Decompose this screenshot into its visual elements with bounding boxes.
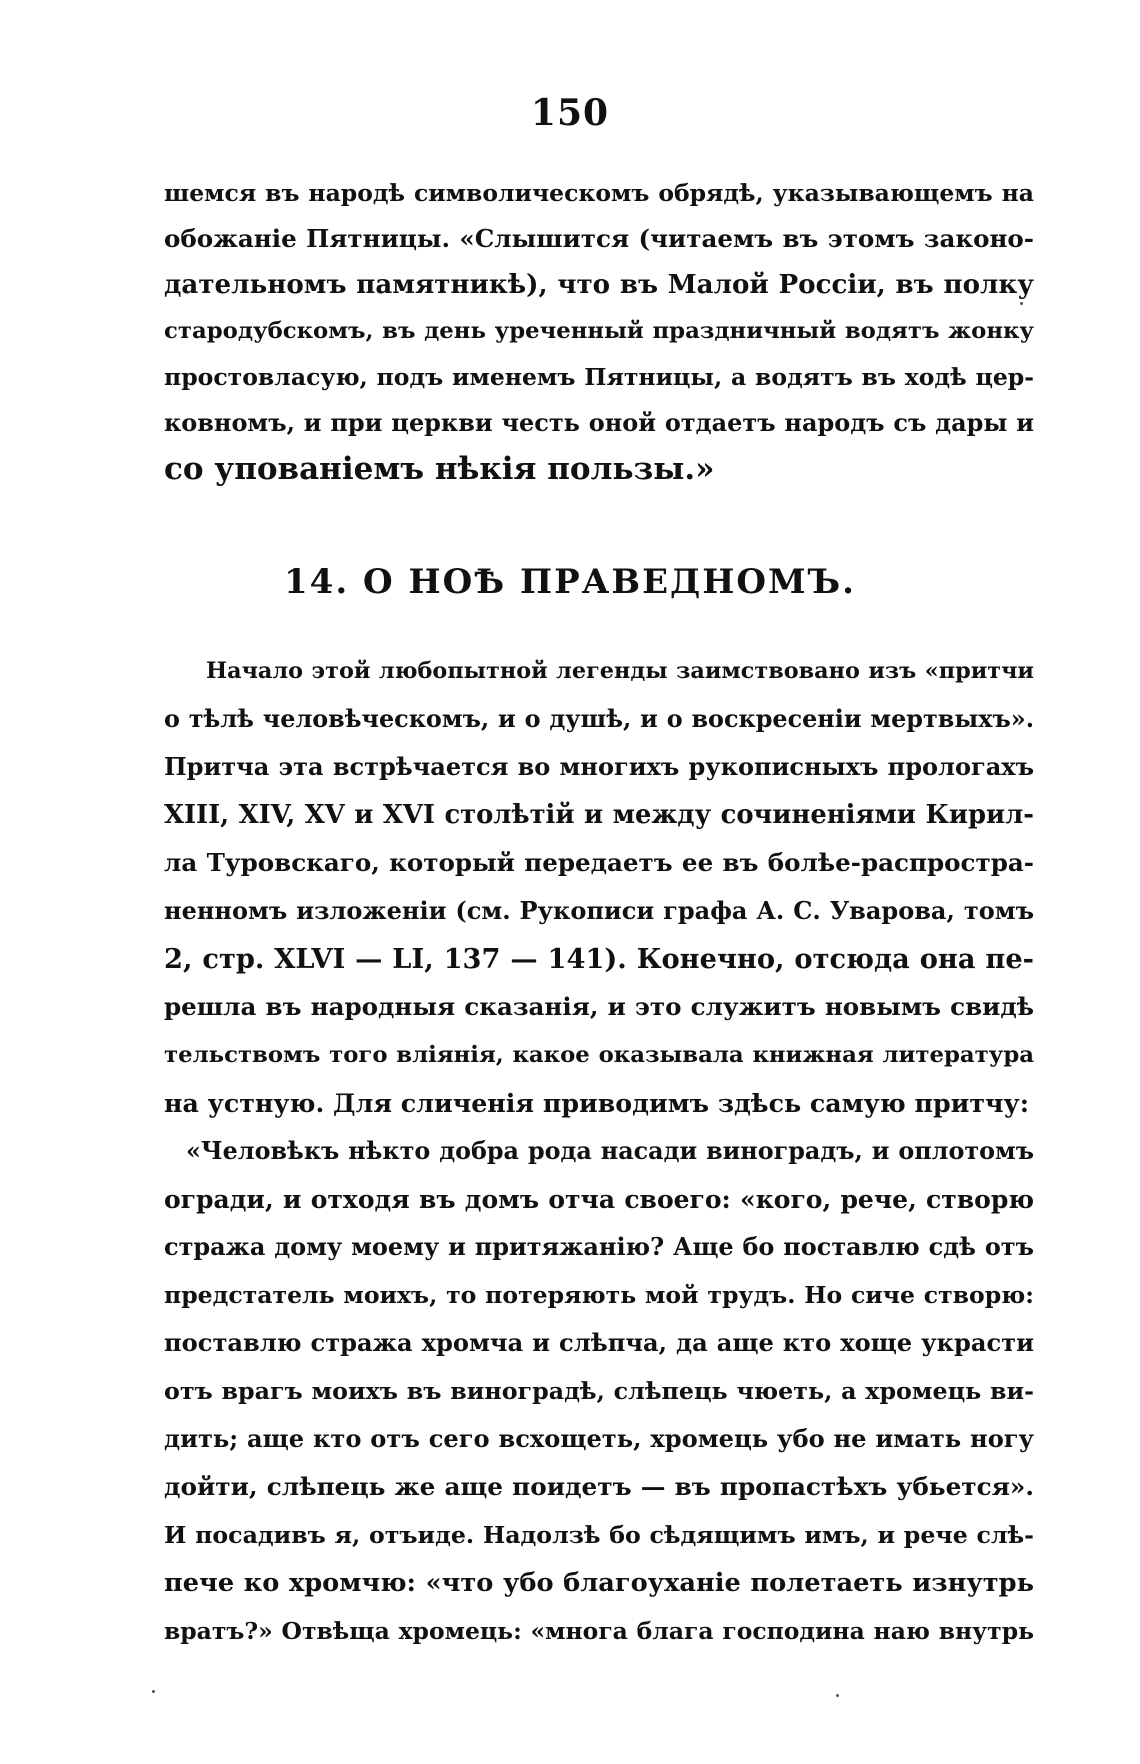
text-line: тельствомъ того вліянія, какое оказывала книжная литература bbox=[164, 1042, 1034, 1068]
text-line: шемся въ народѣ символическомъ обрядѣ, указывающемъ на bbox=[164, 179, 1034, 207]
text-line: о тѣлѣ человѣческомъ, и о душѣ, и о воскресеніи мертвыхъ». bbox=[164, 705, 1034, 733]
text-line: стража дому моему и притяжанію? Аще бо поставлю сдѣ отъ bbox=[164, 1233, 1034, 1261]
text-line: огради, и отходя въ домъ отча своего: «кого, рече, створю bbox=[164, 1184, 1034, 1214]
text-line: со упованіемъ нѣкія пользы.» bbox=[164, 451, 715, 487]
scan-speck bbox=[152, 1690, 155, 1693]
text-line: стародубскомъ, въ день уреченный праздничный водятъ жонку bbox=[164, 318, 1034, 344]
text-line: «Человѣкъ нѣкто добра рода насади виноградъ, и оплотомъ bbox=[186, 1137, 1034, 1165]
text-line: ненномъ изложеніи (см. Рукописи графа А. С. Уварова, томъ bbox=[164, 896, 1034, 925]
text-line: вратъ?» Отвѣща хромець: «многа блага господина наю внутрь bbox=[164, 1617, 1034, 1645]
text-line: обожаніе Пятницы. «Слышится (читаемъ въ этомъ законо- bbox=[164, 224, 1034, 253]
text-line: отъ врагъ моихъ въ виноградѣ, слѣпець чюеть, а хромець ви- bbox=[164, 1377, 1034, 1405]
scan-speck bbox=[836, 1694, 839, 1697]
scan-speck bbox=[1020, 302, 1023, 305]
text-line: пече ко хромчю: «что убо благоуханіе полетаеть изнутрь bbox=[164, 1568, 1034, 1598]
text-line: Начало этой любопытной легенды заимствовано изъ «притчи bbox=[206, 658, 1034, 684]
page-number: 150 bbox=[530, 92, 610, 134]
text-line: простовласую, подъ именемъ Пятницы, а водятъ въ ходѣ цер- bbox=[164, 363, 1034, 391]
text-line: 2, стр. XLVI — LI, 137 — 141). Конечно, отсюда она пе- bbox=[164, 943, 1034, 975]
text-line: решла въ народныя сказанія, и это служитъ новымъ свидѣ bbox=[164, 992, 1034, 1021]
text-line: на устную. Для сличенія приводимъ здѣсь самую притчу: bbox=[164, 1088, 1030, 1118]
text-line: Притча эта встрѣчается во многихъ рукописныхъ прологахъ bbox=[164, 752, 1034, 781]
text-line: ковномъ, и при церкви честь оной отдаетъ народъ съ дары и bbox=[164, 409, 1034, 437]
text-line: дить; аще кто отъ сего всхощеть, хромець убо не имать ногу bbox=[164, 1424, 1034, 1453]
text-line: дойти, слѣпець же аще поидетъ — въ пропастѣхъ убьется». bbox=[164, 1472, 1034, 1501]
text-line: поставлю стража хромча и слѣпча, да аще кто хоще украсти bbox=[164, 1328, 1034, 1357]
section-heading: 14. О НОѢ ПРАВЕДНОМЪ. bbox=[284, 562, 856, 602]
text-line: дательномъ памятникѣ), что въ Малой Россіи, въ полку bbox=[164, 269, 1034, 300]
text-line: И посадивъ я, отъиде. Надолзѣ бо сѣдящимъ имъ, и рече слѣ- bbox=[164, 1521, 1034, 1549]
text-line: XIII, XIV, XV и XVI столѣтій и между сочиненіями Кирил- bbox=[164, 800, 1034, 830]
text-line: ла Туровскаго, который передаетъ ее въ болѣе-распростра- bbox=[164, 848, 1034, 877]
text-line: предстатель моихъ, то потеряють мой трудъ. Но сиче створю: bbox=[164, 1281, 1034, 1309]
